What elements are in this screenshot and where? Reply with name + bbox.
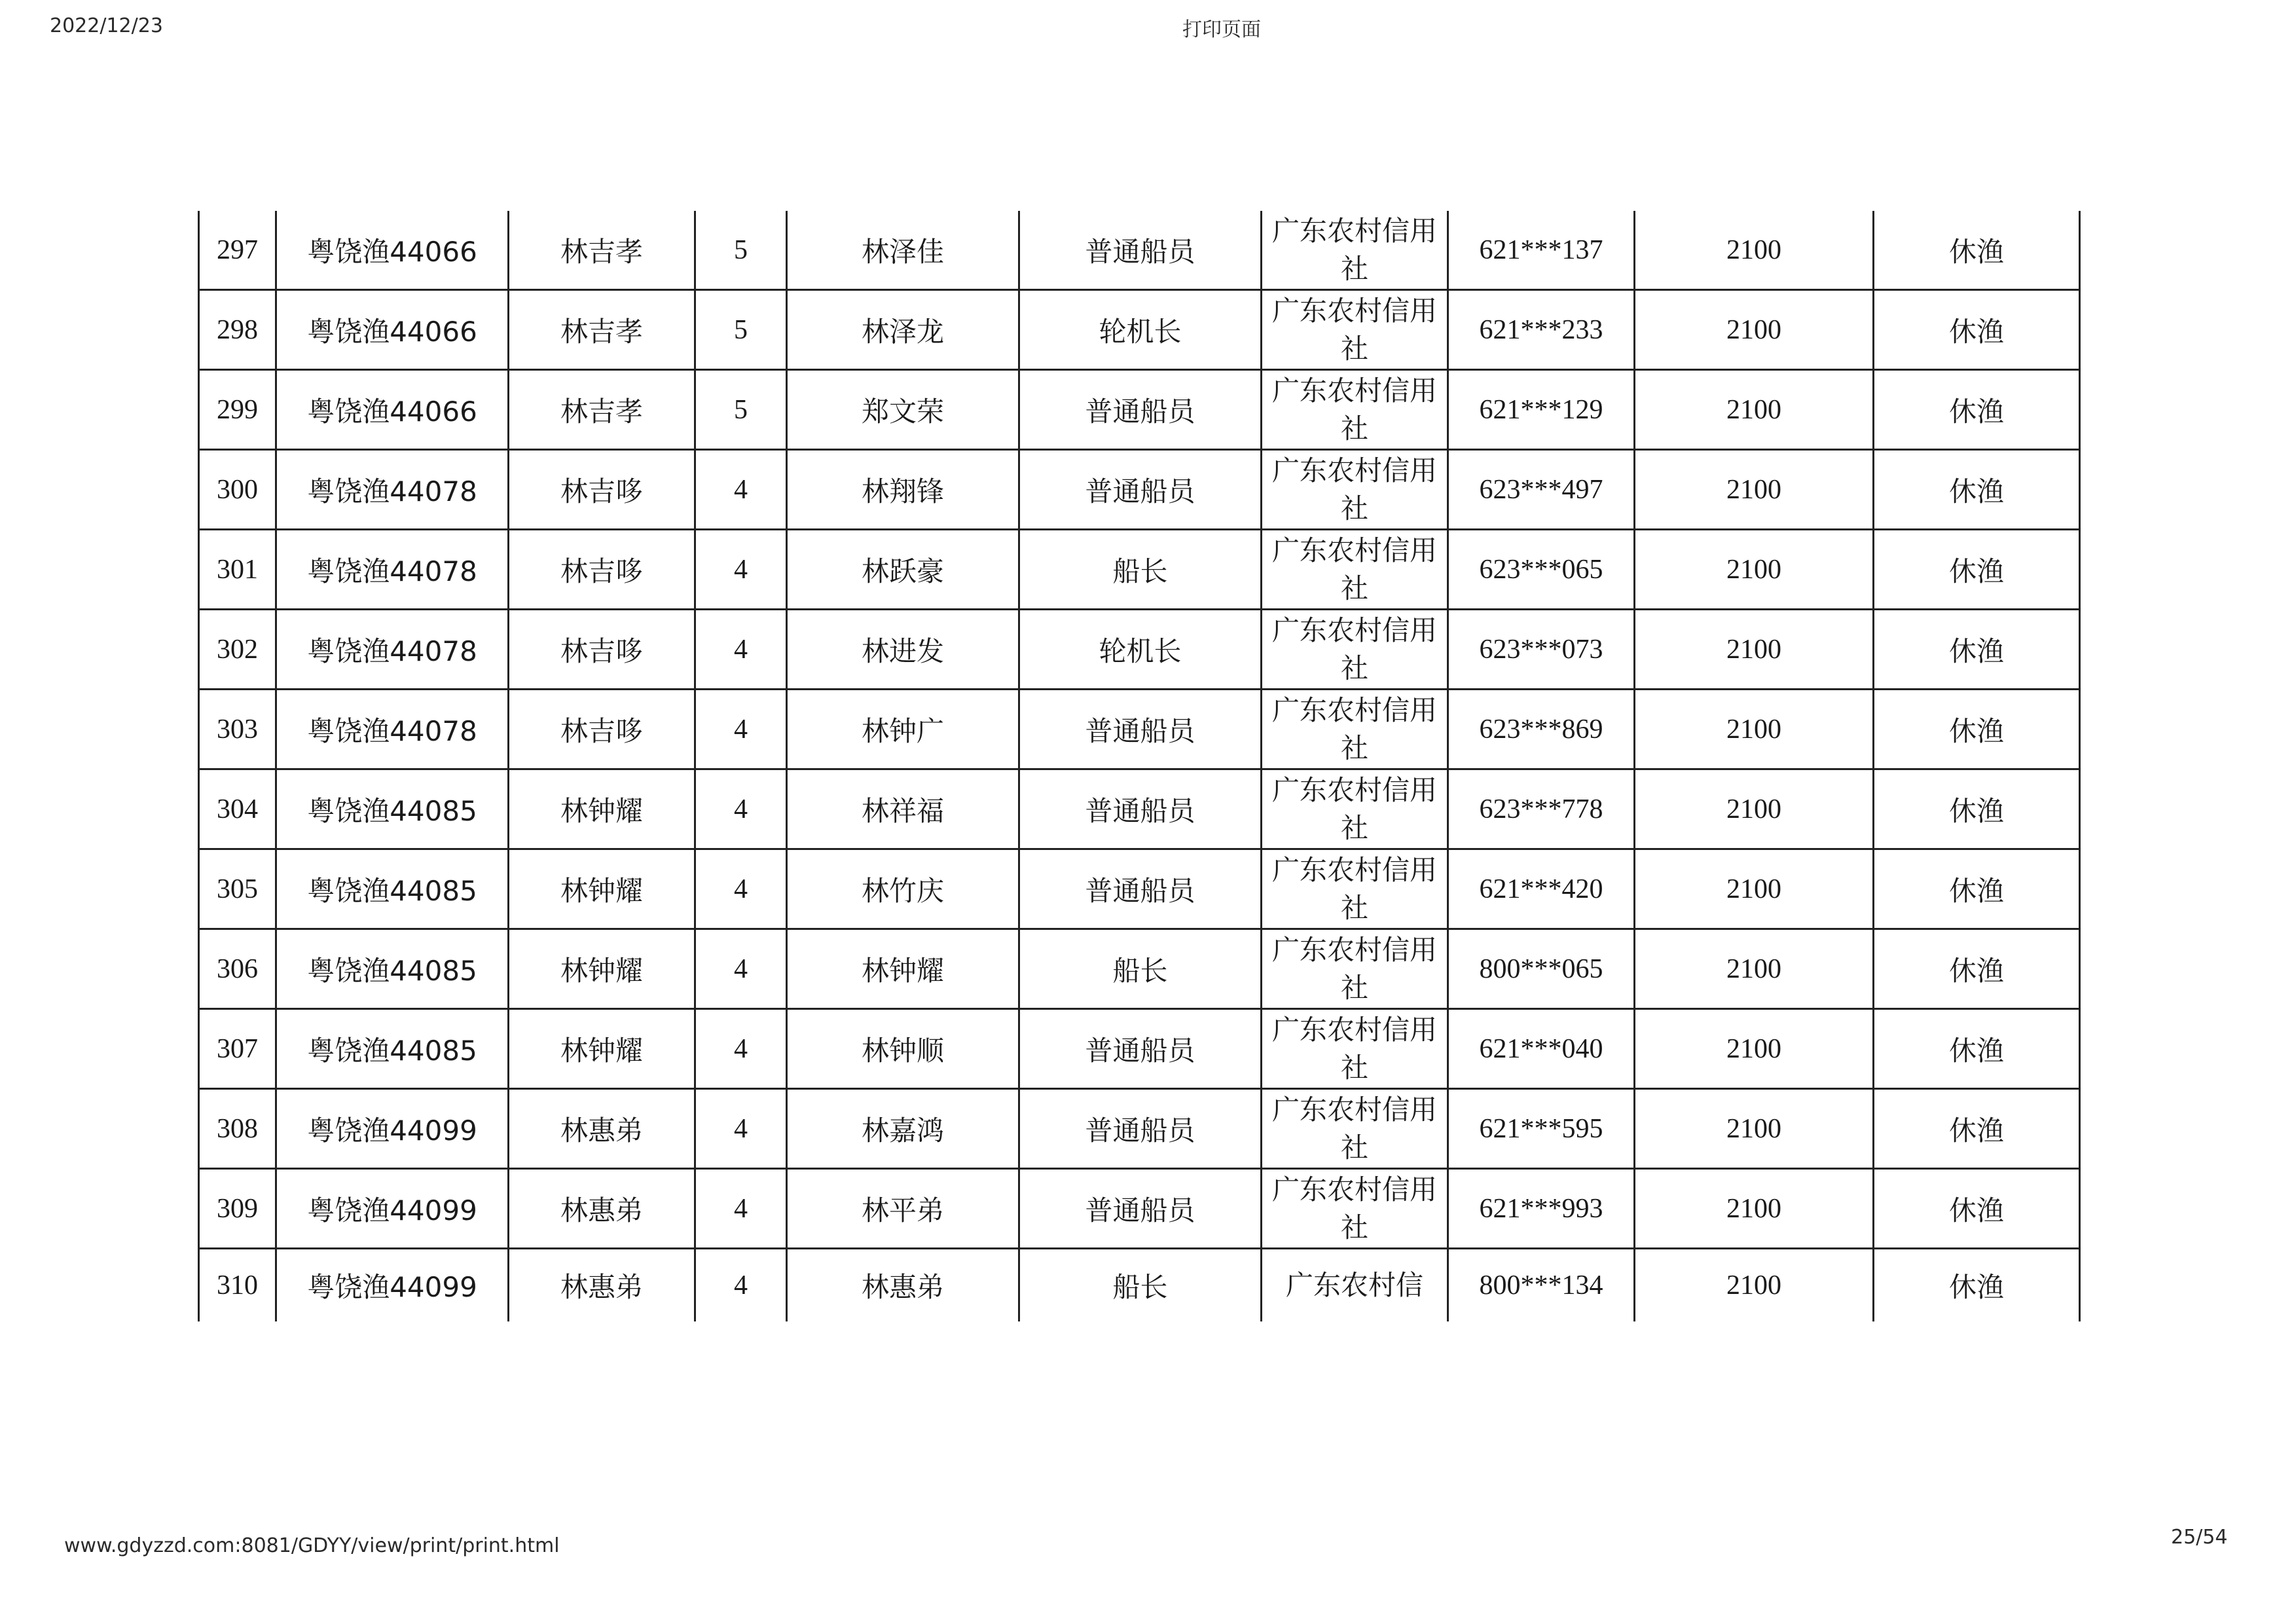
bank-cell: 广东农村信用社 <box>1262 690 1448 769</box>
bank-cell: 广东农村信用社 <box>1262 1089 1448 1169</box>
ship-number-cell: 粤饶渔44085 <box>276 769 509 849</box>
bank-cell: 广东农村信用社 <box>1262 929 1448 1009</box>
account-cell: 623***778 <box>1448 769 1635 849</box>
amount-cell: 2100 <box>1635 530 1874 610</box>
ship-number-cell: 粤饶渔44078 <box>276 610 509 690</box>
owner-cell: 林吉孝 <box>509 290 695 370</box>
position-cell: 普通船员 <box>1019 370 1262 450</box>
amount-cell: 2100 <box>1635 690 1874 769</box>
account-cell: 623***869 <box>1448 690 1635 769</box>
crew-count-cell: 4 <box>695 1249 787 1322</box>
ship-number-cell: 粤饶渔44066 <box>276 370 509 450</box>
owner-cell: 林惠弟 <box>509 1249 695 1322</box>
crew-name-cell: 郑文荣 <box>787 370 1019 450</box>
crew-name-cell: 林平弟 <box>787 1169 1019 1249</box>
owner-cell: 林惠弟 <box>509 1089 695 1169</box>
amount-cell: 2100 <box>1635 769 1874 849</box>
bank-cell: 广东农村信用社 <box>1262 450 1448 530</box>
table-row <box>199 450 2080 530</box>
remark-cell: 休渔 <box>1874 610 2080 690</box>
crew-count-cell: 4 <box>695 849 787 929</box>
position-cell: 普通船员 <box>1019 1009 1262 1089</box>
row-number-cell: 309 <box>199 1169 276 1249</box>
owner-cell: 林吉孝 <box>509 211 695 290</box>
crew-count-cell: 4 <box>695 530 787 610</box>
bank-cell: 广东农村信用社 <box>1262 370 1448 450</box>
position-cell: 普通船员 <box>1019 769 1262 849</box>
account-cell: 621***993 <box>1448 1169 1635 1249</box>
ship-number-cell: 粤饶渔44078 <box>276 530 509 610</box>
account-cell: 621***137 <box>1448 211 1635 290</box>
remark-cell: 休渔 <box>1874 211 2080 290</box>
position-cell: 轮机长 <box>1019 290 1262 370</box>
bank-cell: 广东农村信 <box>1262 1249 1448 1322</box>
remark-cell: 休渔 <box>1874 849 2080 929</box>
crew-name-cell: 林竹庆 <box>787 849 1019 929</box>
ship-number-cell: 粤饶渔44085 <box>276 849 509 929</box>
account-cell: 623***073 <box>1448 610 1635 690</box>
account-cell: 621***233 <box>1448 290 1635 370</box>
amount-cell: 2100 <box>1635 849 1874 929</box>
account-cell: 621***040 <box>1448 1009 1635 1089</box>
crew-name-cell: 林钟耀 <box>787 929 1019 1009</box>
position-cell: 普通船员 <box>1019 1169 1262 1249</box>
crew-count-cell: 4 <box>695 1169 787 1249</box>
position-cell: 普通船员 <box>1019 849 1262 929</box>
bank-cell: 广东农村信用社 <box>1262 849 1448 929</box>
amount-cell: 2100 <box>1635 929 1874 1009</box>
row-number-cell: 297 <box>199 211 276 290</box>
remark-cell: 休渔 <box>1874 530 2080 610</box>
row-number-cell: 298 <box>199 290 276 370</box>
owner-cell: 林吉孝 <box>509 370 695 450</box>
ship-number-cell: 粤饶渔44078 <box>276 690 509 769</box>
row-number-cell: 300 <box>199 450 276 530</box>
crew-count-cell: 4 <box>695 769 787 849</box>
page-title: 打印页面 <box>1182 18 1261 41</box>
table-row <box>199 849 2080 929</box>
position-cell: 船长 <box>1019 1249 1262 1322</box>
table-row <box>199 290 2080 370</box>
crew-name-cell: 林翔锋 <box>787 450 1019 530</box>
crew-name-cell: 林进发 <box>787 610 1019 690</box>
page-url: www.gdyzzd.com:8081/GDYY/view/print/print.html <box>64 1534 560 1557</box>
amount-cell: 2100 <box>1635 1009 1874 1089</box>
subsidy-table <box>198 211 2081 1321</box>
crew-count-cell: 4 <box>695 929 787 1009</box>
owner-cell: 林吉哆 <box>509 610 695 690</box>
ship-number-cell: 粤饶渔44085 <box>276 929 509 1009</box>
remark-cell: 休渔 <box>1874 1249 2080 1322</box>
remark-cell: 休渔 <box>1874 1089 2080 1169</box>
owner-cell: 林钟耀 <box>509 849 695 929</box>
owner-cell: 林钟耀 <box>509 769 695 849</box>
owner-cell: 林吉哆 <box>509 530 695 610</box>
account-cell: 623***065 <box>1448 530 1635 610</box>
row-number-cell: 308 <box>199 1089 276 1169</box>
crew-name-cell: 林嘉鸿 <box>787 1089 1019 1169</box>
crew-count-cell: 5 <box>695 290 787 370</box>
amount-cell: 2100 <box>1635 290 1874 370</box>
row-number-cell: 306 <box>199 929 276 1009</box>
row-number-cell: 302 <box>199 610 276 690</box>
row-number-cell: 305 <box>199 849 276 929</box>
remark-cell: 休渔 <box>1874 690 2080 769</box>
bank-cell: 广东农村信用社 <box>1262 530 1448 610</box>
crew-count-cell: 5 <box>695 211 787 290</box>
bank-cell: 广东农村信用社 <box>1262 290 1448 370</box>
amount-cell: 2100 <box>1635 1169 1874 1249</box>
crew-count-cell: 4 <box>695 1009 787 1089</box>
crew-name-cell: 林泽龙 <box>787 290 1019 370</box>
table-row <box>199 1009 2080 1089</box>
table-row <box>199 1089 2080 1169</box>
table-row <box>199 370 2080 450</box>
ship-number-cell: 粤饶渔44066 <box>276 290 509 370</box>
position-cell: 轮机长 <box>1019 610 1262 690</box>
crew-count-cell: 4 <box>695 610 787 690</box>
table-row <box>199 690 2080 769</box>
remark-cell: 休渔 <box>1874 450 2080 530</box>
remark-cell: 休渔 <box>1874 290 2080 370</box>
table-row <box>199 929 2080 1009</box>
position-cell: 船长 <box>1019 929 1262 1009</box>
print-date: 2022/12/23 <box>50 14 163 37</box>
page-number: 25/54 <box>2171 1526 2228 1549</box>
account-cell: 621***420 <box>1448 849 1635 929</box>
account-cell: 800***065 <box>1448 929 1635 1009</box>
amount-cell: 2100 <box>1635 1249 1874 1322</box>
owner-cell: 林惠弟 <box>509 1169 695 1249</box>
ship-number-cell: 粤饶渔44099 <box>276 1249 509 1322</box>
row-number-cell: 310 <box>199 1249 276 1322</box>
position-cell: 普通船员 <box>1019 211 1262 290</box>
remark-cell: 休渔 <box>1874 1169 2080 1249</box>
ship-number-cell: 粤饶渔44099 <box>276 1089 509 1169</box>
amount-cell: 2100 <box>1635 370 1874 450</box>
amount-cell: 2100 <box>1635 610 1874 690</box>
remark-cell: 休渔 <box>1874 769 2080 849</box>
row-number-cell: 307 <box>199 1009 276 1089</box>
owner-cell: 林吉哆 <box>509 450 695 530</box>
bank-cell: 广东农村信用社 <box>1262 1009 1448 1089</box>
ship-number-cell: 粤饶渔44066 <box>276 211 509 290</box>
crew-name-cell: 林祥福 <box>787 769 1019 849</box>
position-cell: 普通船员 <box>1019 1089 1262 1169</box>
account-cell: 800***134 <box>1448 1249 1635 1322</box>
position-cell: 普通船员 <box>1019 450 1262 530</box>
row-number-cell: 303 <box>199 690 276 769</box>
table-row <box>199 610 2080 690</box>
account-cell: 623***497 <box>1448 450 1635 530</box>
crew-name-cell: 林钟顺 <box>787 1009 1019 1089</box>
table-row <box>199 211 2080 290</box>
owner-cell: 林钟耀 <box>509 929 695 1009</box>
remark-cell: 休渔 <box>1874 370 2080 450</box>
row-number-cell: 299 <box>199 370 276 450</box>
table-row <box>199 769 2080 849</box>
crew-name-cell: 林跃豪 <box>787 530 1019 610</box>
bank-cell: 广东农村信用社 <box>1262 211 1448 290</box>
row-number-cell: 301 <box>199 530 276 610</box>
position-cell: 船长 <box>1019 530 1262 610</box>
crew-count-cell: 4 <box>695 690 787 769</box>
account-cell: 621***129 <box>1448 370 1635 450</box>
crew-count-cell: 4 <box>695 1089 787 1169</box>
owner-cell: 林钟耀 <box>509 1009 695 1089</box>
crew-count-cell: 4 <box>695 450 787 530</box>
owner-cell: 林吉哆 <box>509 690 695 769</box>
crew-name-cell: 林泽佳 <box>787 211 1019 290</box>
remark-cell: 休渔 <box>1874 1009 2080 1089</box>
bank-cell: 广东农村信用社 <box>1262 1169 1448 1249</box>
row-number-cell: 304 <box>199 769 276 849</box>
ship-number-cell: 粤饶渔44085 <box>276 1009 509 1089</box>
amount-cell: 2100 <box>1635 450 1874 530</box>
remark-cell: 休渔 <box>1874 929 2080 1009</box>
amount-cell: 2100 <box>1635 1089 1874 1169</box>
amount-cell: 2100 <box>1635 211 1874 290</box>
table-row <box>199 530 2080 610</box>
bank-cell: 广东农村信用社 <box>1262 769 1448 849</box>
table-row <box>199 1249 2080 1322</box>
crew-count-cell: 5 <box>695 370 787 450</box>
ship-number-cell: 粤饶渔44099 <box>276 1169 509 1249</box>
account-cell: 621***595 <box>1448 1089 1635 1169</box>
ship-number-cell: 粤饶渔44078 <box>276 450 509 530</box>
crew-name-cell: 林惠弟 <box>787 1249 1019 1322</box>
table-row <box>199 1169 2080 1249</box>
position-cell: 普通船员 <box>1019 690 1262 769</box>
bank-cell: 广东农村信用社 <box>1262 610 1448 690</box>
crew-name-cell: 林钟广 <box>787 690 1019 769</box>
